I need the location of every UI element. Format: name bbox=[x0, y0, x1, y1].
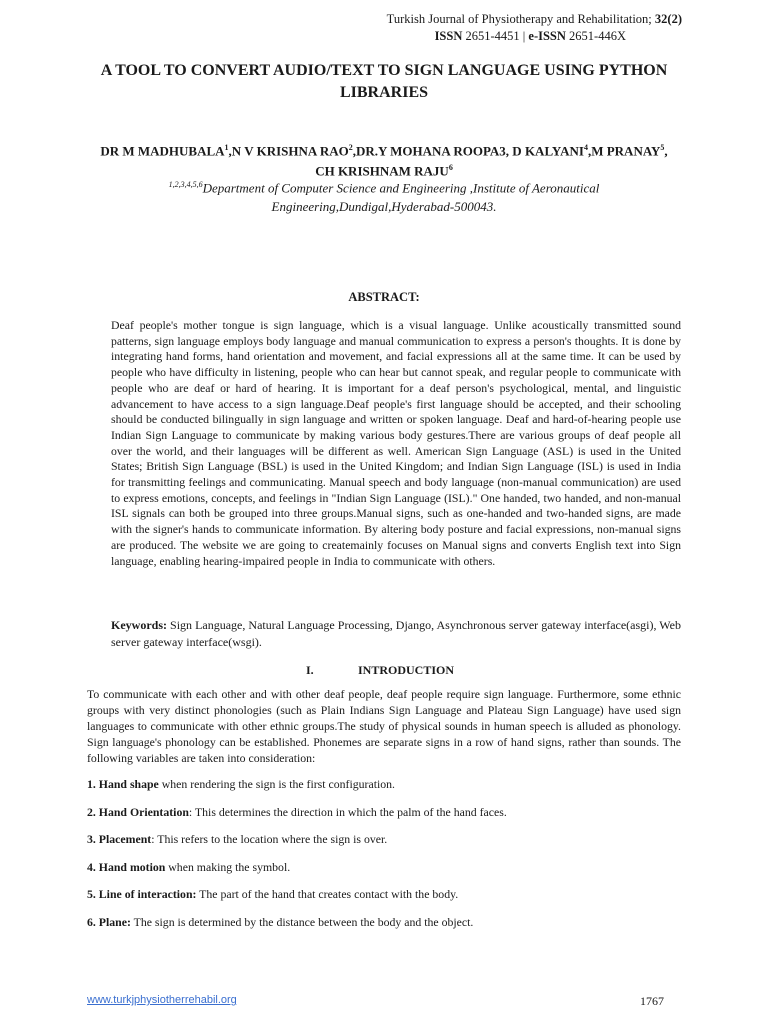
author-list bbox=[60, 139, 708, 180]
list-item-text: The sign is determined by the distance between the body and the object. bbox=[130, 914, 474, 929]
list-item bbox=[87, 804, 707, 832]
affiliation-line: Engineering,Dundigal,Hyderabad-500043. bbox=[271, 199, 497, 215]
eissn-label: e-ISSN bbox=[528, 29, 566, 43]
author-superscript: 6 bbox=[448, 163, 453, 173]
affiliation-superscript: 1,2,3,4,5,6 bbox=[168, 180, 203, 189]
list-item-label: 6. Plane: bbox=[87, 914, 131, 929]
author-superscript: 2 bbox=[348, 143, 353, 152]
issn-label: ISSN bbox=[434, 29, 463, 43]
author-separator: , bbox=[664, 143, 668, 159]
section-heading-introduction bbox=[306, 663, 454, 678]
list-item-label: 5. Line of interaction: bbox=[87, 887, 197, 901]
list-item bbox=[87, 914, 707, 942]
abstract-heading: ABSTRACT: bbox=[348, 290, 420, 304]
author-name: ,DR.Y MOHANA ROOPA3, D KALYANI bbox=[352, 143, 584, 159]
phonology-variables-list bbox=[87, 776, 707, 941]
paper-title: A TOOL TO CONVERT AUDIO/TEXT TO SIGN LANGUAGE USING PYTHON LIBRARIES bbox=[100, 62, 668, 101]
journal-name: Turkish Journal of Physiotherapy and Rehabilitation; bbox=[386, 12, 652, 26]
list-item-text: : This refers to the location where the sign is over. bbox=[151, 832, 388, 846]
journal-header bbox=[387, 11, 682, 45]
affiliation bbox=[60, 175, 708, 216]
list-item bbox=[87, 776, 707, 804]
author-superscript: 4 bbox=[583, 143, 588, 152]
author-superscript: 1 bbox=[224, 143, 229, 152]
author-superscript: 5 bbox=[660, 143, 665, 152]
list-item-text: when rendering the sign is the first configuration. bbox=[158, 777, 396, 791]
list-item-label: 1. Hand shape bbox=[87, 777, 159, 791]
keywords-text: Sign Language, Natural Language Processing, Django, Asynchronous server gateway interface(asgi), Web server gateway interface(wsgi). bbox=[111, 618, 681, 649]
keywords-paragraph bbox=[111, 617, 681, 651]
section-title: INTRODUCTION bbox=[358, 663, 455, 677]
list-item bbox=[87, 831, 707, 859]
journal-volume: 32(2) bbox=[654, 12, 682, 26]
list-item-text: when making the symbol. bbox=[165, 859, 291, 874]
author-name: ,N V KRISHNA RAO bbox=[228, 143, 349, 159]
list-item-text: The part of the hand that creates contact with the body. bbox=[196, 887, 459, 901]
issn-line bbox=[387, 28, 682, 45]
page-number: 1767 bbox=[640, 994, 664, 1008]
list-item-label: 3. Placement bbox=[87, 832, 152, 846]
list-item-label: 2. Hand Orientation bbox=[87, 804, 189, 819]
journal-website-link[interactable]: www.turkjphysiotherrehabil.org bbox=[87, 994, 237, 1006]
affiliation-line: Department of Computer Science and Engineering ,Institute of Aeronautical bbox=[202, 180, 600, 196]
list-item-label: 4. Hand motion bbox=[87, 859, 166, 874]
issn-value: 2651-4451 | bbox=[465, 29, 526, 43]
keywords-label: Keywords: bbox=[111, 618, 167, 632]
abstract-text: Deaf people's mother tongue is sign language, which is a visual language. Unlike acoustically transmitted sound patterns, sign language employs body language and manual communication to express a person's thoughts. It is done by integrating hand forms, hand orientation and movement, and facial expressions all at the same time. It can be used by people who have difficulty in listening, people who can hear but cannot speak, and regular people to communicate with people who are deaf or hard of hearing. It is important for a deaf person's psychological, mental, and linguistic advancement to have access to a sign language.Deaf people's first language should be accepted, and their schooling should be conducted bilingually in sign language and written or spoken language. Deaf and hard-of-hearing people use Indian Sign Language to communicate by making various body gestures.There are various groups of deaf people all over the world, and their languages will be different as well. American Sign Language (ASL) is used in the United States; British Sign Language (BSL) is used in the United Kingdom; and Indian Sign Language (ISL) is used in India for transmitting feelings and communicating. Manual speech and body language (non-manual communication) are used to express emotions, concepts, and feelings in "Indian Sign Language (ISL)." One handed, two handed, and non-manual ISL signals can both be grouped into three groups.Manual signs, such as one-handed and two-handed signs, are made with the signer's hands to communicate information. By altering body posture and facial expressions, non-manual signs are produced. The website we are going to createmainly focuses on Manual signs and converts English text into Sign language, enabling hearing-impaired people in India to communicate with others. bbox=[111, 318, 681, 568]
eissn-value: 2651-446X bbox=[569, 29, 626, 43]
author-name: DR M MADHUBALA bbox=[100, 143, 225, 159]
author-name: CH KRISHNAM RAJU bbox=[315, 163, 449, 179]
list-item bbox=[87, 886, 707, 914]
list-item-text: : This determines the direction in which the palm of the hand faces. bbox=[188, 804, 507, 819]
journal-title-line bbox=[387, 11, 682, 28]
author-name: ,M PRANAY bbox=[587, 143, 661, 159]
introduction-text: To communicate with each other and with other deaf people, deaf people require sign language. Furthermore, some ethnic groups with very distinct phonologies (such as Plain Indians Sign Language and Plateau Sign Language) have used sign languages to communicate with other ethnic groups.The study of physical sounds in human speech is alluded as phonology. Sign language's phonology can be established. Phonemes are separate signs in a row of hand signs, rather than sounds. The following variables are taken into consideration: bbox=[87, 687, 681, 765]
section-number: I. bbox=[306, 663, 314, 677]
list-item bbox=[87, 859, 707, 887]
